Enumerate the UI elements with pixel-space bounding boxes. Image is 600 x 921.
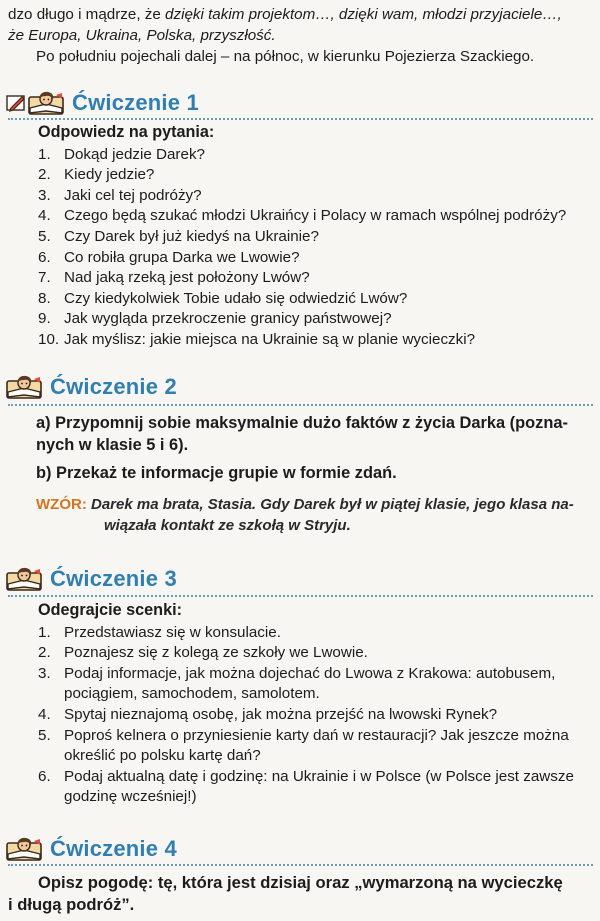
intro-line-1: dzo długo i mądrze, że dzięki takim projektom…, dzięki wam, młodzi przyjaciele…,: [8, 6, 562, 23]
list-item: 1. Dokąd jedzie Darek?: [38, 145, 205, 163]
exercise-1-header: [6, 88, 199, 118]
example-label: WZÓR:: [36, 496, 87, 513]
intro-line-2: że Europa, Ukraina, Polska, przyszłość.: [8, 27, 276, 44]
intro-line-3: Po południu pojechali dalej – na północ, w kierunku Pojezierza Szackiego.: [36, 48, 535, 65]
pencil-icon: [6, 94, 26, 112]
list-item: 4. Czego będą szukać młodzi Ukraińcy i Polacy w ramach wspólnej podróży?: [38, 207, 567, 225]
exercise-2-example: WZÓR: Darek ma brata, Stasia. Gdy Darek był w piątej klasie, jego klasa na- wiązała kontakt ze szkołą w Stryju.: [36, 496, 574, 534]
exercise-2-task-b: b) Przekaż te informacje grupie w formie zdań.: [36, 464, 397, 482]
exercise-4-header: [6, 834, 177, 864]
list-item: 5. Poproś kelnera o przyniesienie karty dań w restauracji? Jak jeszcze można określić po polsku kartę dań?: [38, 726, 569, 765]
intro-text: [8, 4, 593, 67]
exercise-4-divider: [8, 864, 593, 866]
list-item: 2. Kiedy jedzie?: [38, 166, 155, 184]
list-item: 2. Poznajesz się z kolegą ze szkoły we Lwowie.: [38, 644, 368, 662]
exercise-3-title: Ćwiczenie 3: [50, 566, 177, 591]
reading-student-icon: [28, 91, 66, 115]
list-item: 8. Czy kiedykolwiek Tobie udało się odwiedzić Lwów?: [38, 289, 408, 307]
list-item: 6. Co robiła grupa Darka we Lwowie?: [38, 248, 300, 266]
exercise-4-task: Opisz pogodę: tę, która jest dzisiaj oraz „wymarzoną na wycieczkę i długą podróż”.: [8, 873, 563, 914]
list-item: 3. Jaki cel tej podróży?: [38, 186, 202, 204]
list-item: 6. Podaj aktualną datę i godzinę: na Ukrainie i w Polsce (w Polsce jest zawsze godzinę wcześniej!): [38, 767, 574, 806]
exercise-1-divider: [8, 118, 593, 120]
exercise-2-header: [6, 372, 177, 402]
list-item: 5. Czy Darek był już kiedyś na Ukrainie?: [38, 227, 319, 245]
exercise-1-instruction: Odpowiedz na pytania:: [38, 123, 215, 141]
exercise-2-task-a: a) Przypomnij sobie maksymalnie dużo faktów z życia Darka (pozna- nych w klasie 5 i 6).: [36, 414, 568, 454]
list-item: 9. Jak wygląda przekroczenie granicy państwowej?: [38, 310, 392, 328]
list-item: 3. Podaj informacje, jak można dojechać do Lwowa z Krakowa: autobusem, pociągiem, samochodem, samolotem.: [38, 664, 556, 703]
exercise-2-divider: [8, 404, 593, 406]
exercise-3-body: [38, 600, 594, 808]
exercise-3-scenes: [38, 623, 594, 808]
reading-student-icon: [6, 837, 44, 861]
exercise-1-title: Ćwiczenie 1: [72, 90, 199, 115]
exercise-3-instruction: Odegrajcie scenki:: [38, 601, 182, 619]
list-item: 7. Nad jaką rzeką jest położony Lwów?: [38, 269, 310, 287]
exercise-1-questions: [38, 145, 594, 351]
reading-student-icon: [6, 375, 44, 399]
list-item: 4. Spytaj nieznajomą osobę, jak można przejść na lwowski Rynek?: [38, 705, 498, 723]
exercise-4-title: Ćwiczenie 4: [50, 836, 177, 861]
reading-student-icon: [6, 567, 44, 591]
list-item: 1. Przedstawiasz się w konsulacie.: [38, 623, 281, 641]
exercise-3-header: [6, 564, 177, 594]
list-item: 10. Jak myślisz: jakie miejsca na Ukrainie są w planie wycieczki?: [38, 330, 476, 348]
exercise-2-title: Ćwiczenie 2: [50, 374, 177, 399]
exercise-1-body: [38, 122, 594, 351]
exercise-3-divider: [8, 595, 593, 597]
